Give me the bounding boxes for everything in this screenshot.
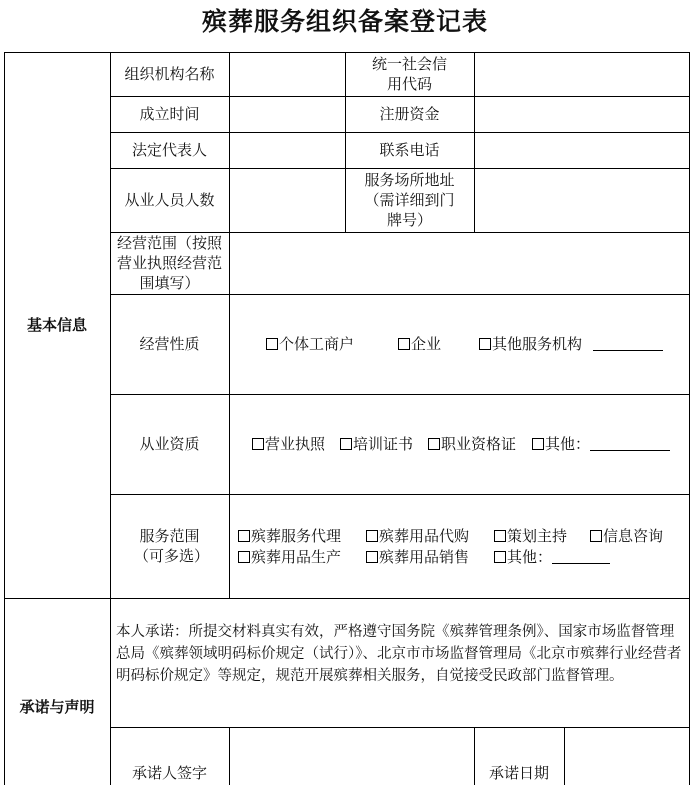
value-signature[interactable] [229, 728, 474, 785]
label-capital: 注册资金 [379, 105, 440, 123]
checkbox-icon [266, 338, 278, 350]
checkbox-icon [494, 551, 506, 563]
option-nature-enterprise[interactable]: 企业 [398, 334, 441, 354]
checkbox-icon [238, 530, 250, 542]
value-legal-rep[interactable] [229, 133, 345, 168]
value-credit-code[interactable] [474, 53, 689, 96]
label-established: 成立时间 [139, 105, 200, 123]
label-address: 服务场所地址（需详细到门牌号） [364, 171, 455, 229]
option-qual-license[interactable]: 营业执照 [252, 434, 325, 454]
value-phone[interactable] [474, 133, 689, 168]
label-org-name: 组织机构名称 [124, 65, 215, 83]
option-service-other[interactable]: 其他： [494, 547, 610, 567]
label-service-scope: 服务范围（可多选） [134, 527, 210, 565]
page-title: 殡葬服务组织备案登记表 [201, 7, 488, 36]
checkbox-icon [238, 551, 250, 563]
label-phone: 联系电话 [379, 141, 440, 159]
value-staff-count[interactable] [229, 169, 345, 232]
option-service-purchase[interactable]: 殡葬用品代购 [366, 526, 469, 546]
option-service-agency[interactable]: 殡葬服务代理 [238, 526, 341, 546]
label-signature: 承诺人签字 [131, 764, 207, 782]
value-address[interactable] [474, 169, 689, 232]
checkbox-icon [494, 530, 506, 542]
option-service-sales[interactable]: 殡葬用品销售 [366, 547, 469, 567]
option-qual-other[interactable]: 其他： [532, 434, 670, 454]
value-capital[interactable] [474, 97, 689, 132]
section-label-basic-info: 基本信息 [26, 316, 87, 334]
option-nature-other[interactable]: 其他服务机构 [479, 334, 663, 354]
checkbox-icon [428, 438, 440, 450]
label-qualification: 从业资质 [139, 435, 200, 453]
checkbox-icon [340, 438, 352, 450]
value-date[interactable] [564, 728, 689, 785]
option-service-consulting[interactable]: 信息咨询 [590, 526, 663, 546]
option-qual-training[interactable]: 培训证书 [340, 434, 413, 454]
promise-statement: 本人承诺：所提交材料真实有效，严格遵守国务院《殡葬管理条例》、国家市场监督管理总局《殡葬领域明码标价规定（试行）》、北京市市场监督管理局《北京市殡葬行业经营者明码标价规定》等规定，规范开展殡葬相关服务，自觉接受民政部门监督管理。 [116, 624, 682, 684]
checkbox-icon [252, 438, 264, 450]
checkbox-icon [479, 338, 491, 350]
label-business-scope: 经营范围（按照营业执照经营范围填写） [116, 234, 222, 292]
checkbox-icon [398, 338, 410, 350]
checkbox-icon [366, 530, 378, 542]
option-qual-professional[interactable]: 职业资格证 [428, 434, 516, 454]
option-service-planning[interactable]: 策划主持 [494, 526, 567, 546]
blank-line[interactable] [590, 436, 670, 451]
checkbox-icon [590, 530, 602, 542]
value-org-name[interactable] [229, 53, 345, 96]
label-staff-count: 从业人员人数 [124, 191, 215, 209]
blank-line[interactable] [593, 336, 663, 351]
label-credit-code: 统一社会信用代码 [371, 55, 447, 93]
section-label-promise: 承诺与声明 [19, 697, 95, 716]
option-nature-individual[interactable]: 个体工商户 [266, 334, 354, 354]
label-business-nature: 经营性质 [139, 335, 200, 353]
value-established[interactable] [229, 97, 345, 132]
checkbox-icon [366, 551, 378, 563]
value-business-scope[interactable] [229, 233, 689, 294]
blank-line[interactable] [552, 549, 610, 564]
label-date: 承诺日期 [488, 764, 549, 782]
checkbox-icon [532, 438, 544, 450]
label-legal-rep: 法定代表人 [131, 141, 207, 159]
option-service-production[interactable]: 殡葬用品生产 [238, 547, 341, 567]
